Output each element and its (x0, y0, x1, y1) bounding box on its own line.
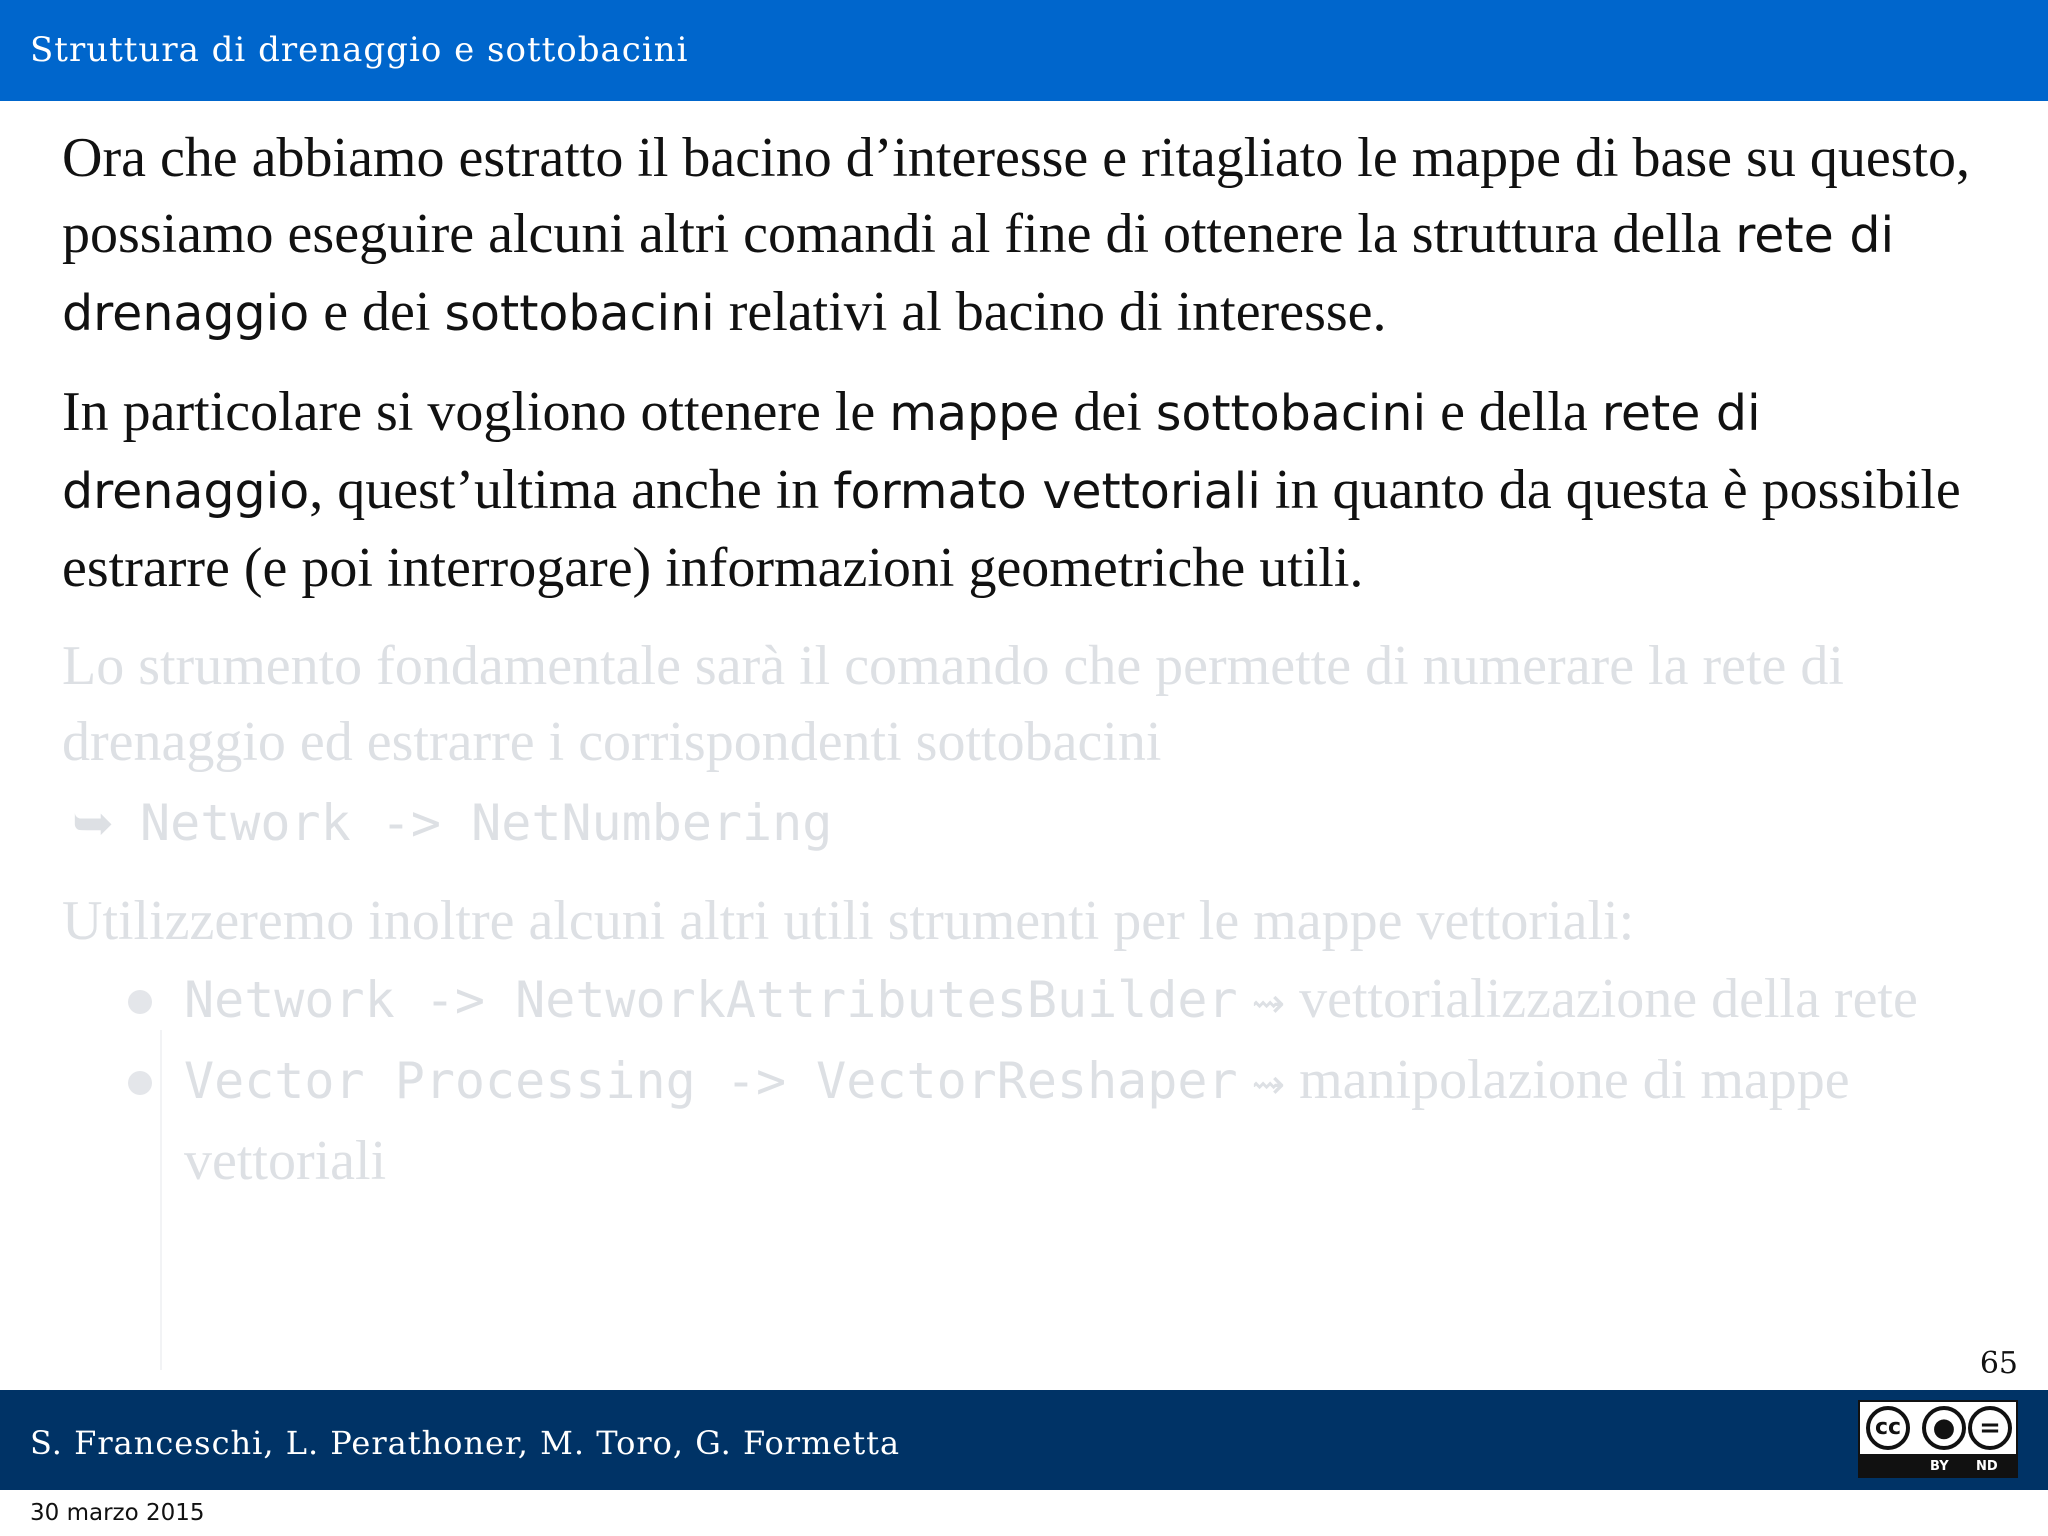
slide-header (0, 0, 2048, 101)
highlight-formato-vettoriali: formato vettoriali (833, 463, 1261, 520)
paragraph-goals (62, 374, 2012, 606)
command-network-attributes-builder: Network -> NetworkAttributesBuilder (184, 971, 1238, 1029)
cc-license-labels (1858, 1456, 2018, 1478)
text: In particolare si vogliono ottenere le (62, 381, 890, 443)
text: in quanto da questa è possibile estrarre (e poi interrogare) informazioni geometriche utili. (62, 459, 1961, 599)
list-item-description: manipolazione di mappe vettoriali (184, 1049, 1850, 1192)
slide-footer (0, 1390, 2048, 1490)
highlight-rete-di-drenaggio: rete di drenaggio (62, 207, 1895, 342)
paragraph-tool (62, 628, 2012, 780)
list-item-description: vettorializzazione della rete (1285, 968, 1918, 1030)
list-item (62, 1042, 2012, 1199)
paragraph-intro (62, 120, 2012, 352)
cc-icon: cc (1866, 1406, 1910, 1450)
text: relativi al bacino di interesse. (714, 281, 1387, 343)
slide-title: Struttura di drenaggio e sottobacini (30, 30, 689, 70)
text: Ora che abbiamo estratto il bacino d’interesse e ritagliato le mappe di base su questo, possiamo eseguire alcuni altri comandi al fine di ottenere la struttura della (62, 127, 1971, 265)
arrow-icon: ➥ (72, 794, 114, 852)
highlight-rete-di-drenaggio: rete di drenaggio (62, 385, 1761, 520)
by-label: BY (1930, 1459, 1949, 1474)
nd-no-derivatives-icon: = (1968, 1406, 2012, 1450)
footer-authors: S. Franceschi, L. Perathoner, M. Toro, G. Formetta (30, 1424, 901, 1462)
command-line (72, 784, 2012, 861)
text: e dei (309, 281, 445, 343)
nd-label: ND (1976, 1459, 1998, 1474)
highlight-sottobacini: sottobacini (1155, 385, 1427, 442)
command-vector-reshaper: Vector Processing -> VectorReshaper (184, 1052, 1238, 1110)
list-divider (160, 1030, 162, 1370)
highlight-mappe: mappe (889, 385, 1060, 442)
list-item (62, 961, 2012, 1042)
text: e della (1426, 381, 1602, 443)
by-attribution-icon: ● (1922, 1406, 1966, 1450)
slide-date: 30 marzo 2015 (30, 1500, 205, 1526)
text: , quest’ultima anche in (309, 459, 834, 521)
bullet-icon (128, 1071, 152, 1095)
text: Utilizzeremo inoltre alcuni altri utili strumenti per le mappe vettoriali: (62, 890, 1635, 952)
slide-content (62, 120, 2012, 1199)
cc-license-badge (1858, 1400, 2018, 1456)
bullet-icon (128, 990, 152, 1014)
page-number: 65 (1979, 1346, 2018, 1381)
paragraph-other-tools (62, 883, 2012, 959)
tool-list (62, 961, 2012, 1199)
text: dei (1059, 381, 1156, 443)
text: Lo strumento fondamentale sarà il comando che permette di numerare la rete di drenaggio ed estrarre i corrispondenti sottobacini (62, 635, 1844, 773)
squiggly-arrow-icon: ⇝ (1251, 981, 1286, 1027)
command-netnumbering: Network -> NetNumbering (140, 794, 833, 852)
squiggly-arrow-icon: ⇝ (1251, 1062, 1286, 1108)
highlight-sottobacini: sottobacini (444, 285, 715, 342)
